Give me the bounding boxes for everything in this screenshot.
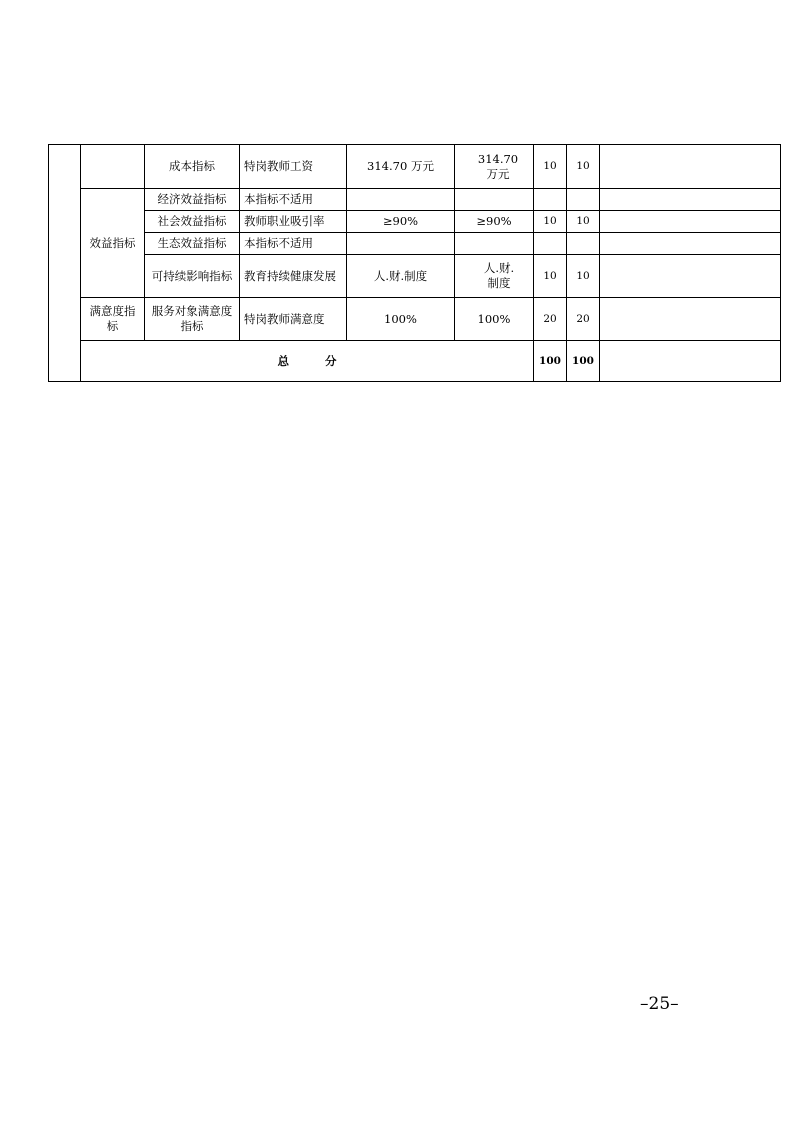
weight-cell	[534, 233, 567, 255]
table-row	[49, 298, 781, 341]
note-cell	[600, 341, 781, 382]
total-weight-cell: 100	[534, 341, 567, 382]
target-value-cell: 人.财.制度	[347, 255, 455, 298]
level3-cell: 可持续影响指标	[145, 255, 240, 298]
table-row	[49, 255, 781, 298]
indicator-cell: 特岗教师工资	[240, 145, 347, 189]
note-cell	[600, 211, 781, 233]
indicator-cell: 特岗教师满意度	[240, 298, 347, 341]
page-number: –25–	[640, 994, 679, 1014]
weight-cell: 10	[534, 145, 567, 189]
actual-value-cell: 人.财.制度	[455, 255, 534, 298]
total-score-cell: 100	[567, 341, 600, 382]
indicator-cell: 本指标不适用	[240, 189, 347, 211]
actual-value-cell	[455, 233, 534, 255]
target-value-cell: 100%	[347, 298, 455, 341]
score-cell	[567, 233, 600, 255]
table-row	[49, 189, 781, 211]
actual-value-cell	[455, 189, 534, 211]
target-value-cell: 314.70 万元	[347, 145, 455, 189]
total-row	[49, 341, 781, 382]
weight-cell	[534, 189, 567, 211]
total-label-char-1: 总	[277, 353, 289, 368]
total-label	[81, 341, 534, 382]
target-value-cell: ≥90%	[347, 211, 455, 233]
score-cell	[567, 189, 600, 211]
actual-value-cell: 100%	[455, 298, 534, 341]
level2-cell	[81, 145, 145, 189]
level1-cell	[49, 145, 81, 382]
note-cell	[600, 189, 781, 211]
level3-cell: 经济效益指标	[145, 189, 240, 211]
score-cell: 20	[567, 298, 600, 341]
weight-cell: 10	[534, 211, 567, 233]
actual-value-cell: 314.70 万元	[455, 145, 534, 189]
total-label-char-2: 分	[325, 353, 337, 368]
note-cell	[600, 145, 781, 189]
note-cell	[600, 298, 781, 341]
table-row	[49, 145, 781, 189]
score-cell: 10	[567, 211, 600, 233]
indicator-cell: 教师职业吸引率	[240, 211, 347, 233]
performance-indicator-table	[48, 144, 781, 382]
level3-cell: 成本指标	[145, 145, 240, 189]
actual-value-cell: ≥90%	[455, 211, 534, 233]
note-cell	[600, 255, 781, 298]
target-value-cell	[347, 233, 455, 255]
score-cell: 10	[567, 255, 600, 298]
level3-cell: 社会效益指标	[145, 211, 240, 233]
weight-cell: 20	[534, 298, 567, 341]
weight-cell: 10	[534, 255, 567, 298]
indicator-cell: 教育持续健康发展	[240, 255, 347, 298]
table-row	[49, 211, 781, 233]
indicator-cell: 本指标不适用	[240, 233, 347, 255]
level3-cell: 服务对象满意度指标	[145, 298, 240, 341]
level3-cell: 生态效益指标	[145, 233, 240, 255]
level2-cell: 满意度指标	[81, 298, 145, 341]
level2-cell: 效益指标	[81, 189, 145, 298]
target-value-cell	[347, 189, 455, 211]
score-cell: 10	[567, 145, 600, 189]
table-row	[49, 233, 781, 255]
note-cell	[600, 233, 781, 255]
